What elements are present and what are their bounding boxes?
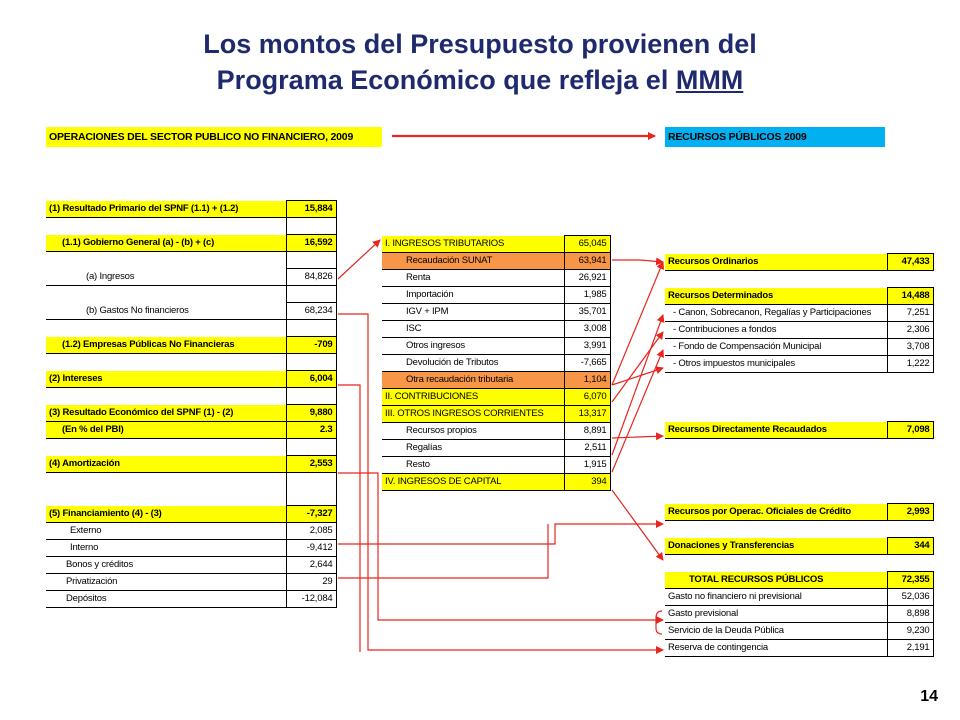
row-value: 72,355: [887, 572, 933, 589]
title-line-1: Los montos del Presupuesto provienen del: [203, 29, 757, 59]
row-value: 65,045: [564, 236, 610, 253]
row-label: Externo: [46, 523, 286, 540]
ingresos-arrow: [338, 240, 380, 279]
row-value: 63,941: [564, 253, 610, 270]
row-label: (3) Resultado Económico del SPNF (1) - (2): [46, 405, 286, 422]
row-label: TOTAL RECURSOS PÚBLICOS: [665, 572, 887, 589]
row-label: (a) Ingresos: [46, 269, 286, 286]
row-label: (En % del PBI): [46, 422, 286, 439]
resto-arrow: [612, 350, 663, 472]
row-value: -9,412: [286, 540, 336, 557]
row-value: 8,891: [564, 423, 610, 440]
row-label: Gasto previsional: [665, 606, 887, 623]
row-value: 1,915: [564, 457, 610, 474]
row-label: ISC: [382, 321, 564, 338]
intereses-arrow: [338, 385, 360, 652]
row-label: (4) Amortización: [46, 456, 286, 473]
row-value: 2,553: [286, 456, 336, 473]
row-value: 3,708: [887, 339, 933, 356]
row-label: Interno: [46, 540, 286, 557]
row-label: I. INGRESOS TRIBUTARIOS: [382, 236, 564, 253]
gasto-brace: [656, 611, 662, 634]
row-label: Recursos Determinados: [665, 288, 887, 305]
row-value: 3,008: [564, 321, 610, 338]
row-value: 1,985: [564, 287, 610, 304]
bonos-arrow: [338, 524, 548, 578]
row-label: (1.2) Empresas Públicas No Financieras: [46, 337, 286, 354]
row-label: (2) Intereses: [46, 371, 286, 388]
row-value: 2,644: [286, 557, 336, 574]
row-label: Recursos Directamente Recaudados: [665, 422, 887, 439]
row-value: 344: [887, 538, 933, 555]
row-label: - Canon, Sobrecanon, Regalías y Participaciones: [665, 305, 887, 322]
row-value: 394: [564, 474, 610, 491]
row-label: Regalías: [382, 440, 564, 457]
row-value: 35,701: [564, 304, 610, 321]
row-label: Servicio de la Deuda Pública: [665, 623, 887, 640]
row-label: Devolución de Tributos: [382, 355, 564, 372]
row-label: Recursos por Operac. Oficiales de Crédito: [665, 504, 887, 521]
right-header: RECURSOS PÚBLICOS 2009: [665, 127, 885, 147]
row-value: 68,234: [286, 303, 336, 320]
left-header: OPERACIONES DEL SECTOR PUBLICO NO FINANCIERO, 2009: [46, 127, 382, 147]
row-label: IV. INGRESOS DE CAPITAL: [382, 474, 564, 491]
mmm-link[interactable]: MMM: [675, 65, 744, 95]
row-label: - Contribuciones a fondos: [665, 322, 887, 339]
row-value: 14,488: [887, 288, 933, 305]
row-label: (1.1) Gobierno General (a) - (b) + (c): [46, 235, 286, 252]
row-value: 13,317: [564, 406, 610, 423]
row-value: 7,098: [887, 422, 933, 439]
row-value: -12,084: [286, 591, 336, 608]
row-value: 6,004: [286, 371, 336, 388]
row-value: 2.3: [286, 422, 336, 439]
row-value: 1,104: [564, 372, 610, 389]
row-label: Reserva de contingencia: [665, 640, 887, 657]
row-value: 29: [286, 574, 336, 591]
row-label: IGV + IPM: [382, 304, 564, 321]
row-value: 47,433: [887, 254, 933, 271]
gastos-arrow: [338, 314, 663, 650]
row-value: 84,826: [286, 269, 336, 286]
amortizacion-arrow: [338, 473, 663, 620]
row-label: (1) Resultado Primario del SPNF (1.1) + (1.2): [46, 201, 286, 218]
row-label: Importación: [382, 287, 564, 304]
row-label: III. OTROS INGRESOS CORRIENTES: [382, 406, 564, 423]
row-value: -7,665: [564, 355, 610, 372]
otros-impuestos-arrow: [612, 368, 663, 385]
row-value: 2,511: [564, 440, 610, 457]
row-label: - Fondo de Compensación Municipal: [665, 339, 887, 356]
externo-arrow: [338, 524, 663, 544]
row-value: 9,880: [286, 405, 336, 422]
row-value: -7,327: [286, 506, 336, 523]
row-label: Depósitos: [46, 591, 286, 608]
row-label: Recaudación SUNAT: [382, 253, 564, 270]
row-label: Renta: [382, 270, 564, 287]
row-value: 8,898: [887, 606, 933, 623]
row-label: Bonos y créditos: [46, 557, 286, 574]
row-label: Recursos Ordinarios: [665, 254, 887, 271]
regalias-arrow: [612, 315, 663, 455]
row-value: 9,230: [887, 623, 933, 640]
row-label: II. CONTRIBUCIONES: [382, 389, 564, 406]
page-number: 14: [920, 688, 938, 705]
row-value: 2,085: [286, 523, 336, 540]
row-label: (b) Gastos No financieros: [46, 303, 286, 320]
capital-arrow: [612, 490, 663, 560]
row-value: -709: [286, 337, 336, 354]
row-value: 2,993: [887, 504, 933, 521]
row-value: 2,306: [887, 322, 933, 339]
row-value: 52,036: [887, 589, 933, 606]
row-label: (5) Financiamiento (4) - (3): [46, 506, 286, 523]
row-value: 6,070: [564, 389, 610, 406]
row-value: 1,222: [887, 356, 933, 373]
row-label: Otra recaudación tributaria: [382, 372, 564, 389]
row-value: 15,884: [286, 201, 336, 218]
row-label: Donaciones y Transferencias: [665, 538, 887, 555]
row-value: 16,592: [286, 235, 336, 252]
row-value: 26,921: [564, 270, 610, 287]
row-value: 3,991: [564, 338, 610, 355]
row-label: Otros ingresos: [382, 338, 564, 355]
row-value: 2,191: [887, 640, 933, 657]
row-value: 7,251: [887, 305, 933, 322]
row-label: Recursos propios: [382, 423, 564, 440]
row-label: Resto: [382, 457, 564, 474]
row-label: Privatización: [46, 574, 286, 591]
row-label: Gasto no financiero ni previsional: [665, 589, 887, 606]
recursos-propios-arrow: [612, 436, 663, 438]
title-line-2-text: Programa Económico que refleja el: [216, 65, 676, 95]
sunat-arrow: [612, 260, 663, 262]
row-label: - Otros impuestos municipales: [665, 356, 887, 373]
